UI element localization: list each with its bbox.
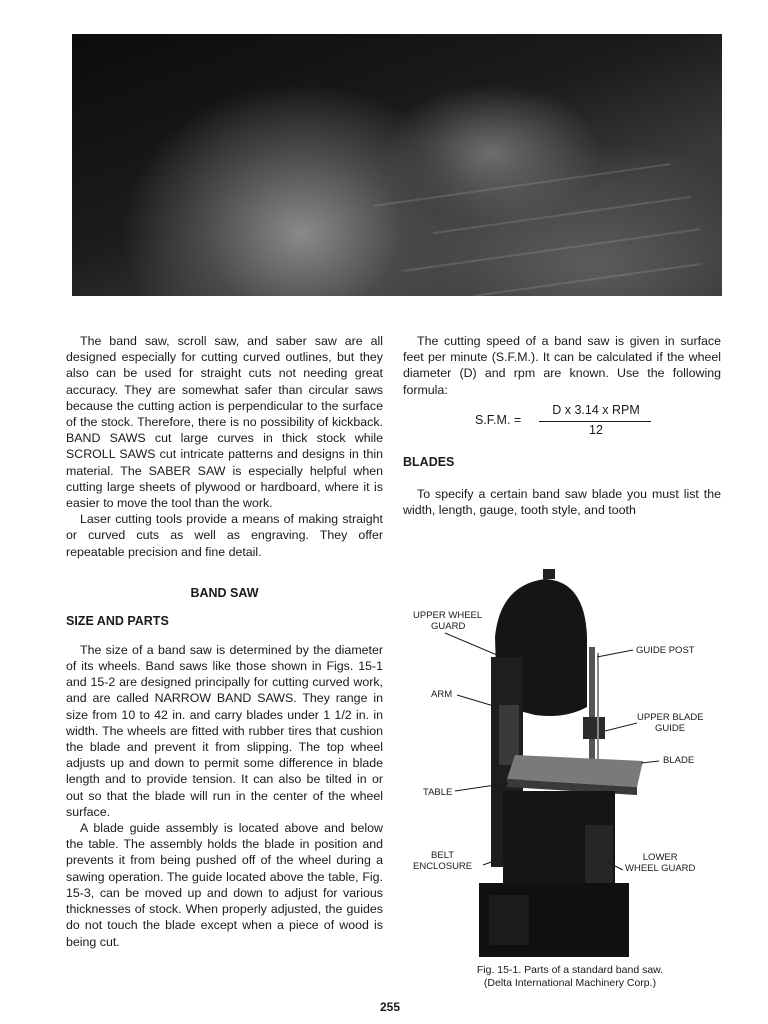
caption-line-2: (Delta International Machinery Corp.) <box>483 977 657 989</box>
blade-label: BLADE <box>663 755 695 766</box>
right-column <box>403 333 721 398</box>
arm-label: ARM <box>431 689 453 700</box>
subheading: SIZE AND PARTS <box>66 613 169 628</box>
upper-blade-guide-label: UPPER BLADE GUIDE <box>637 712 704 734</box>
left-column <box>66 333 383 950</box>
upper-wheel-guard-label: UPPER WHEEL GUARD <box>413 610 483 632</box>
intro-paragraph-2: Laser cutting tools provide a means of making straight or curved cuts as well as engraving. They offer repeatable precision and fine detail. <box>66 512 383 559</box>
sfm-formula <box>475 403 695 439</box>
section-heading: BAND SAW <box>190 585 259 600</box>
intro-paragraph-1: The band saw, scroll saw, and saber saw are all designed especially for cutting curved outlines, but they also can be used for straight cuts not needing great accuracy. They are somewhat safer than circular saws because the cutting action is perpendicular to the surface of the stock. Therefore, there is no possibility of kickback. BAND SAWS cut large curves in thick stock while SCROLL SAWS cut intricate patterns and designs in thin material. The SABER SAW is especially helpful when cutting large sheets of plywood or hardboard, where it is easier to move the tool than the work. <box>66 334 383 511</box>
body-paragraph-1: The size of a band saw is determined by the diameter of its wheels. Band saws like those shown in Figs. 15-1 and 15-2 are designed principally for cutting curved work, and are called NARROW BAND SAWS. They range in size from 10 to 42 in. and carry blades under 1 1/2 in. in width. The wheels are fitted with rubber tires that cushion the blade and prevent it from slipping. The top wheel adjusts up and down to permit some difference in blade length and to provide tension. It can also be tilted in or out so that the blade will run in the center of the wheel surface. <box>66 642 383 819</box>
body-paragraph-2: A blade guide assembly is located above and below the table. The assembly holds the blade in position and prevents it from being pushed off of the wheel during a sawing operation. The guide located above the table, Fig. 15-3, can be moved up and down to adjust for various thicknesses of stock. When properly adjusted, the guides do not touch the blade except when a piece of wood is being cut. <box>66 821 383 949</box>
figure-caption <box>420 964 720 990</box>
blades-paragraph: To specify a certain band saw blade you must list the width, length, gauge, tooth style, and tooth <box>403 487 721 518</box>
band-saw-figure <box>405 565 725 960</box>
page-number: 255 <box>379 1000 401 1014</box>
blades-heading: BLADES <box>403 455 455 469</box>
guide-post-label: GUIDE POST <box>636 645 695 656</box>
caption-line-1: Fig. 15-1. Parts of a standard band saw. <box>476 964 664 976</box>
formula-denominator: 12 <box>589 423 603 437</box>
formula-numerator: D x 3.14 x RPM <box>552 403 640 417</box>
table-label: TABLE <box>423 787 453 798</box>
formula-lhs: S.F.M. = <box>475 413 522 427</box>
speed-paragraph: The cutting speed of a band saw is given in surface feet per minute (S.F.M.). It can be calculated if the wheel diameter (D) and rpm are known. Use the following formula: <box>403 334 721 397</box>
fraction-bar <box>539 421 651 422</box>
belt-enclosure-label: BELT ENCLOSURE <box>413 850 473 872</box>
lower-wheel-guard-label: LOWER WHEEL GUARD <box>625 852 696 874</box>
band-saw-cutting-photo <box>72 34 722 296</box>
